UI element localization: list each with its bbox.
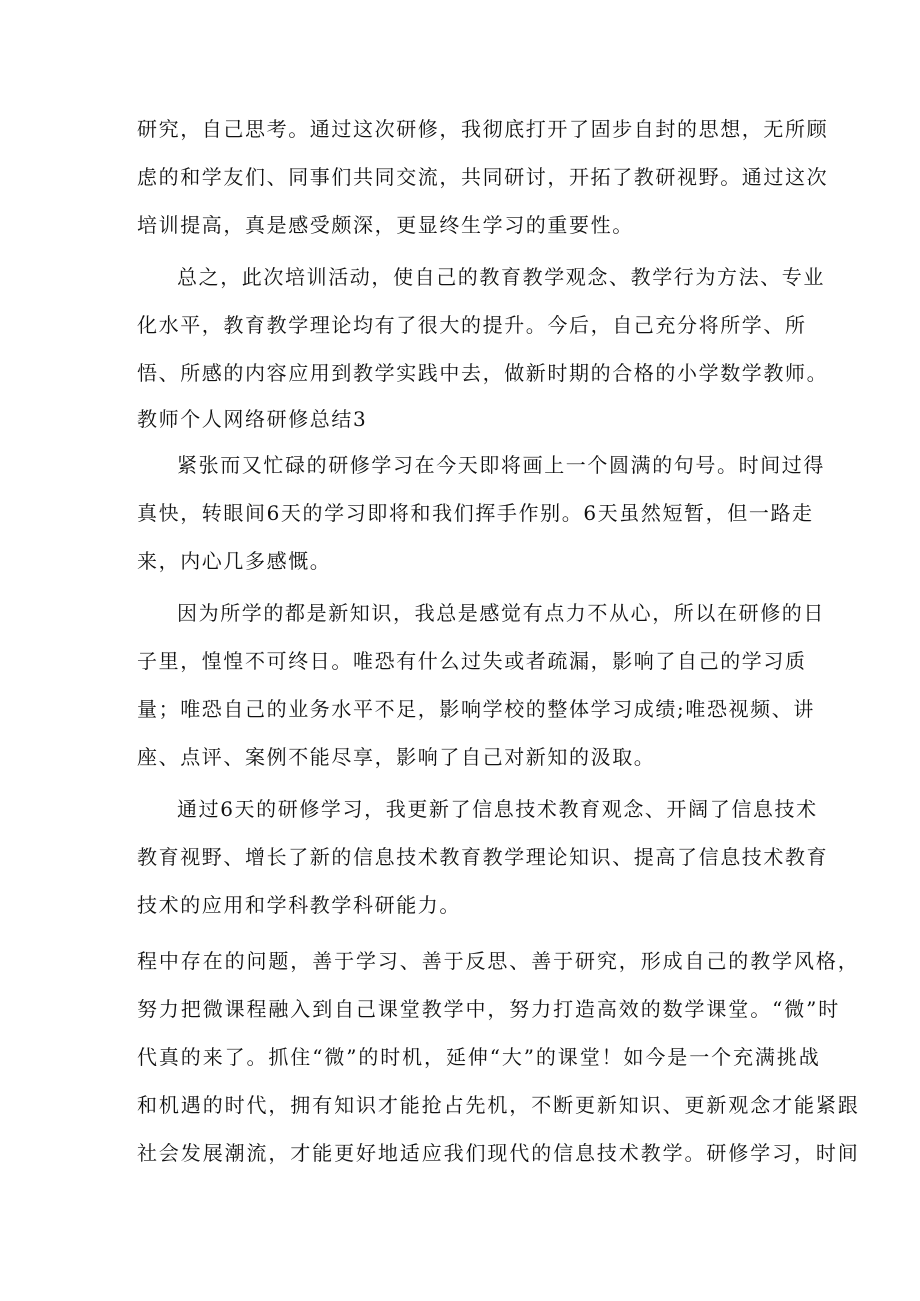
paragraph-line: 虑的和学友们、同事们共同交流，共同研讨，开拓了教研视野。通过这次: [137, 165, 829, 189]
paragraph-line: 和机遇的时代，拥有知识才能抢占先机，不断更新知识、更新观念才能紧跟: [137, 1093, 860, 1117]
paragraph-line: 程中存在的问题，善于学习、善于反思、善于研究，形成自己的教学风格，: [137, 949, 860, 973]
paragraph-line: 来，内心几多感慨。: [137, 549, 332, 573]
paragraph-line: 总之，此次培训活动，使自己的教育教学观念、教学行为方法、专业: [177, 265, 825, 289]
paragraph-line: 研究，自己思考。通过这次研修，我彻底打开了固步自封的思想，无所顾: [137, 117, 829, 141]
paragraph-line: 通过6天的研修学习，我更新了信息技术教育观念、开阔了信息技术: [177, 797, 818, 821]
paragraph-line: 社会发展潮流，才能更好地适应我们现代的信息技术教学。研修学习，时间: [137, 1141, 860, 1165]
paragraph-line: 子里，惶惶不可终日。唯恐有什么过失或者疏漏，影响了自己的学习质: [137, 649, 807, 673]
paragraph-line: 代真的来了。抓住“微”的时机，延伸“大”的课堂！如今是一个充满挑战: [137, 1045, 821, 1069]
paragraph-line: 量；唯恐自己的业务水平不足，影响学校的整体学习成绩;唯恐视频、讲: [137, 697, 815, 721]
section-heading: 教师个人网络研修总结3: [137, 407, 368, 431]
paragraph-line: 座、点评、案例不能尽享，影响了自己对新知的汲取。: [137, 745, 656, 769]
paragraph-line: 真快，转眼间6天的学习即将和我们挥手作别。6天虽然短暂，但一路走: [137, 501, 814, 525]
paragraph-line: 悟、所感的内容应用到教学实践中去，做新时期的合格的小学数学教师。: [137, 361, 829, 385]
paragraph-line: 培训提高，真是感受颇深，更显终生学习的重要性。: [137, 213, 634, 237]
paragraph-line: 努力把微课程融入到自己课堂教学中，努力打造高效的数学课堂。“微”时: [137, 997, 841, 1021]
paragraph-line: 化水平，教育教学理论均有了很大的提升。今后，自己充分将所学、所: [137, 313, 807, 337]
paragraph-line: 教育视野、增长了新的信息技术教育教学理论知识、提高了信息技术教育: [137, 845, 829, 869]
paragraph-line: 因为所学的都是新知识，我总是感觉有点力不从心，所以在研修的日: [177, 601, 825, 625]
paragraph-line: 技术的应用和学科教学科研能力。: [137, 893, 461, 917]
paragraph-line: 紧张而又忙碌的研修学习在今天即将画上一个圆满的句号。时间过得: [177, 453, 825, 477]
